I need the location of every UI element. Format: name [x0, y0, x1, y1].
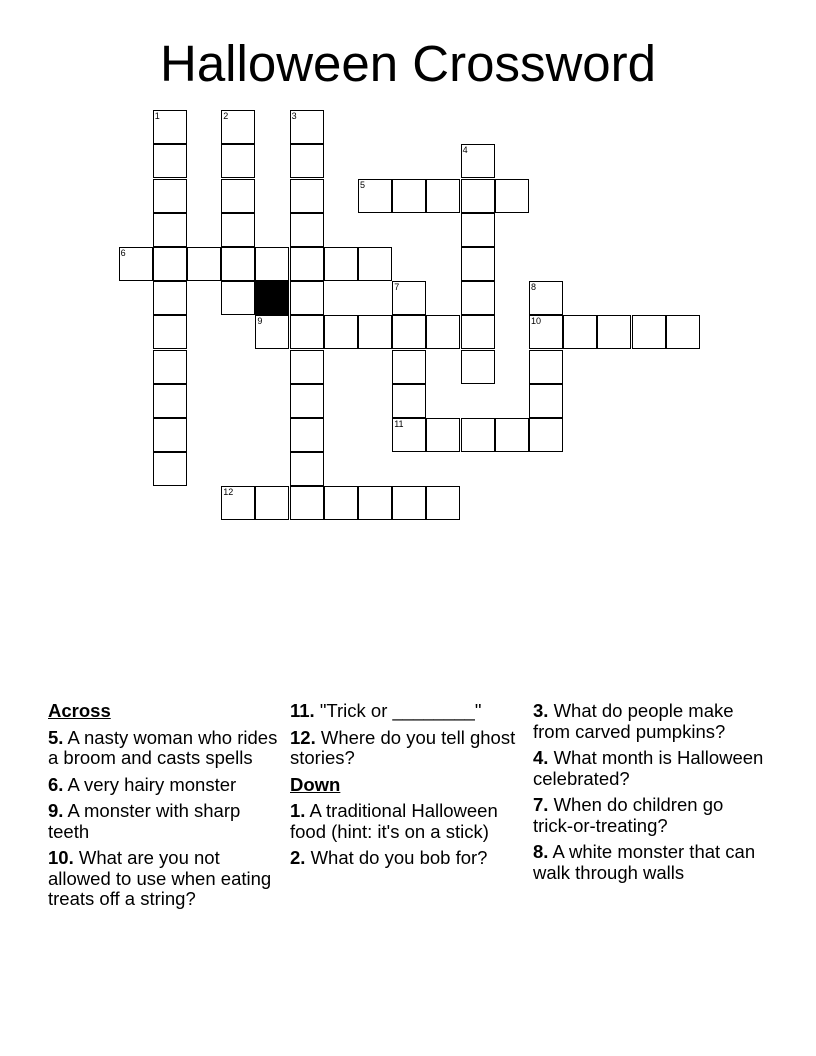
- grid-cell[interactable]: [153, 418, 187, 452]
- grid-cell[interactable]: [153, 281, 187, 315]
- grid-cell-black: [255, 281, 289, 315]
- grid-cell[interactable]: [426, 486, 460, 520]
- clue-down-4: 4. What month is Halloween celebrated?: [533, 747, 764, 789]
- grid-cell[interactable]: [221, 179, 255, 213]
- grid-cell[interactable]: [392, 418, 426, 452]
- grid-cell[interactable]: [290, 247, 324, 281]
- grid-cell[interactable]: [221, 213, 255, 247]
- clue-number-label: 5: [360, 179, 366, 190]
- grid-cell[interactable]: [290, 110, 324, 144]
- grid-cell[interactable]: [290, 486, 324, 520]
- down-heading: Down: [290, 773, 341, 795]
- clue-number-label: 10: [531, 316, 542, 327]
- grid-cell[interactable]: [529, 315, 563, 349]
- grid-cell[interactable]: [290, 315, 324, 349]
- grid-cell[interactable]: [529, 418, 563, 452]
- grid-cell[interactable]: [255, 315, 289, 349]
- clue-column-1: [48, 701, 283, 916]
- clue-across-5: 5. A nasty woman who rides a broom and casts spells: [48, 726, 278, 768]
- grid-cell[interactable]: [529, 350, 563, 384]
- grid-cell[interactable]: [290, 144, 324, 178]
- grid-cell[interactable]: [153, 384, 187, 418]
- grid-cell[interactable]: [392, 179, 426, 213]
- grid-cell[interactable]: [666, 315, 700, 349]
- grid-cell[interactable]: [392, 281, 426, 315]
- grid-cell[interactable]: [290, 418, 324, 452]
- grid-cell[interactable]: [324, 486, 358, 520]
- grid-cell[interactable]: [597, 315, 631, 349]
- grid-cell[interactable]: [426, 418, 460, 452]
- clue-number-label: 1: [154, 111, 160, 122]
- grid-cell[interactable]: [153, 110, 187, 144]
- grid-cell[interactable]: [461, 247, 495, 281]
- clue-number-label: 8: [531, 282, 537, 293]
- grid-cell[interactable]: [324, 315, 358, 349]
- clue-down-2: 2. What do you bob for?: [290, 847, 488, 868]
- grid-cell[interactable]: [358, 486, 392, 520]
- clue-column-2: [290, 701, 525, 875]
- grid-cell[interactable]: [221, 110, 255, 144]
- grid-cell[interactable]: [529, 384, 563, 418]
- clue-down-7: 7. When do children go trick-or-treating?: [533, 794, 724, 836]
- grid-cell[interactable]: [221, 144, 255, 178]
- grid-cell[interactable]: [461, 281, 495, 315]
- grid-cell[interactable]: [392, 486, 426, 520]
- grid-cell[interactable]: [461, 179, 495, 213]
- grid-cell[interactable]: [632, 315, 666, 349]
- grid-cell[interactable]: [290, 350, 324, 384]
- grid-cell[interactable]: [358, 179, 392, 213]
- clue-across-6: 6. A very hairy monster: [48, 773, 237, 795]
- grid-cell[interactable]: [290, 281, 324, 315]
- grid-cell[interactable]: [221, 281, 255, 315]
- grid-cell[interactable]: [255, 247, 289, 281]
- grid-cell[interactable]: [392, 315, 426, 349]
- grid-cell[interactable]: [461, 213, 495, 247]
- grid-cell[interactable]: [461, 350, 495, 384]
- grid-cell[interactable]: [290, 384, 324, 418]
- clue-number-label: 7: [394, 282, 400, 293]
- clue-number-label: 11: [394, 419, 404, 429]
- clue-across-10: 10. What are you not allowed to use when eating treats off a string?: [48, 847, 272, 909]
- grid-cell[interactable]: [290, 213, 324, 247]
- grid-cell[interactable]: [153, 247, 187, 281]
- grid-cell[interactable]: [426, 315, 460, 349]
- grid-cell[interactable]: [324, 247, 358, 281]
- grid-cell[interactable]: [221, 486, 255, 520]
- grid-cell[interactable]: [290, 452, 324, 486]
- grid-cell[interactable]: [563, 315, 597, 349]
- clue-down-3: 3. What do people make from carved pumpkins?: [533, 700, 734, 742]
- grid-cell[interactable]: [461, 315, 495, 349]
- grid-cell[interactable]: [290, 179, 324, 213]
- grid-cell[interactable]: [119, 247, 153, 281]
- clue-number-label: 4: [462, 145, 468, 156]
- grid-cell[interactable]: [461, 144, 495, 178]
- grid-cell[interactable]: [358, 247, 392, 281]
- clue-number-label: 6: [120, 248, 126, 258]
- grid-cell[interactable]: [495, 418, 529, 452]
- grid-cell[interactable]: [153, 350, 187, 384]
- page-title: Halloween Crossword: [159, 35, 657, 92]
- grid-cell[interactable]: [392, 384, 426, 418]
- grid-cell[interactable]: [461, 418, 495, 452]
- grid-cell[interactable]: [153, 213, 187, 247]
- clue-down-1: 1. A traditional Halloween food (hint: it's on a stick): [290, 800, 498, 842]
- grid-cell[interactable]: [392, 350, 426, 384]
- grid-cell[interactable]: [495, 179, 529, 213]
- clue-across-11: 11. "Trick or ________": [290, 700, 482, 721]
- grid-cell[interactable]: [426, 179, 460, 213]
- grid-cell[interactable]: [153, 315, 187, 349]
- clue-number-label: 2: [223, 111, 229, 122]
- grid-cell[interactable]: [529, 281, 563, 315]
- grid-cell[interactable]: [153, 179, 187, 213]
- clue-number-label: 3: [291, 111, 297, 122]
- clue-number-label: 12: [223, 487, 234, 498]
- grid-cell[interactable]: [153, 452, 187, 486]
- clue-across-9: 9. A monster with sharp teeth: [48, 800, 241, 842]
- grid-cell[interactable]: [221, 247, 255, 281]
- grid-cell[interactable]: [255, 486, 289, 520]
- grid-cell[interactable]: [153, 144, 187, 178]
- grid-cell[interactable]: [187, 247, 221, 281]
- clue-across-12: 12. Where do you tell ghost stories?: [290, 726, 516, 768]
- clue-column-3: [533, 701, 768, 889]
- across-heading: Across: [48, 700, 111, 721]
- grid-cell[interactable]: [358, 315, 392, 349]
- clue-number-label: 9: [257, 316, 263, 327]
- clue-down-8: 8. A white monster that can walk through walls: [533, 841, 756, 883]
